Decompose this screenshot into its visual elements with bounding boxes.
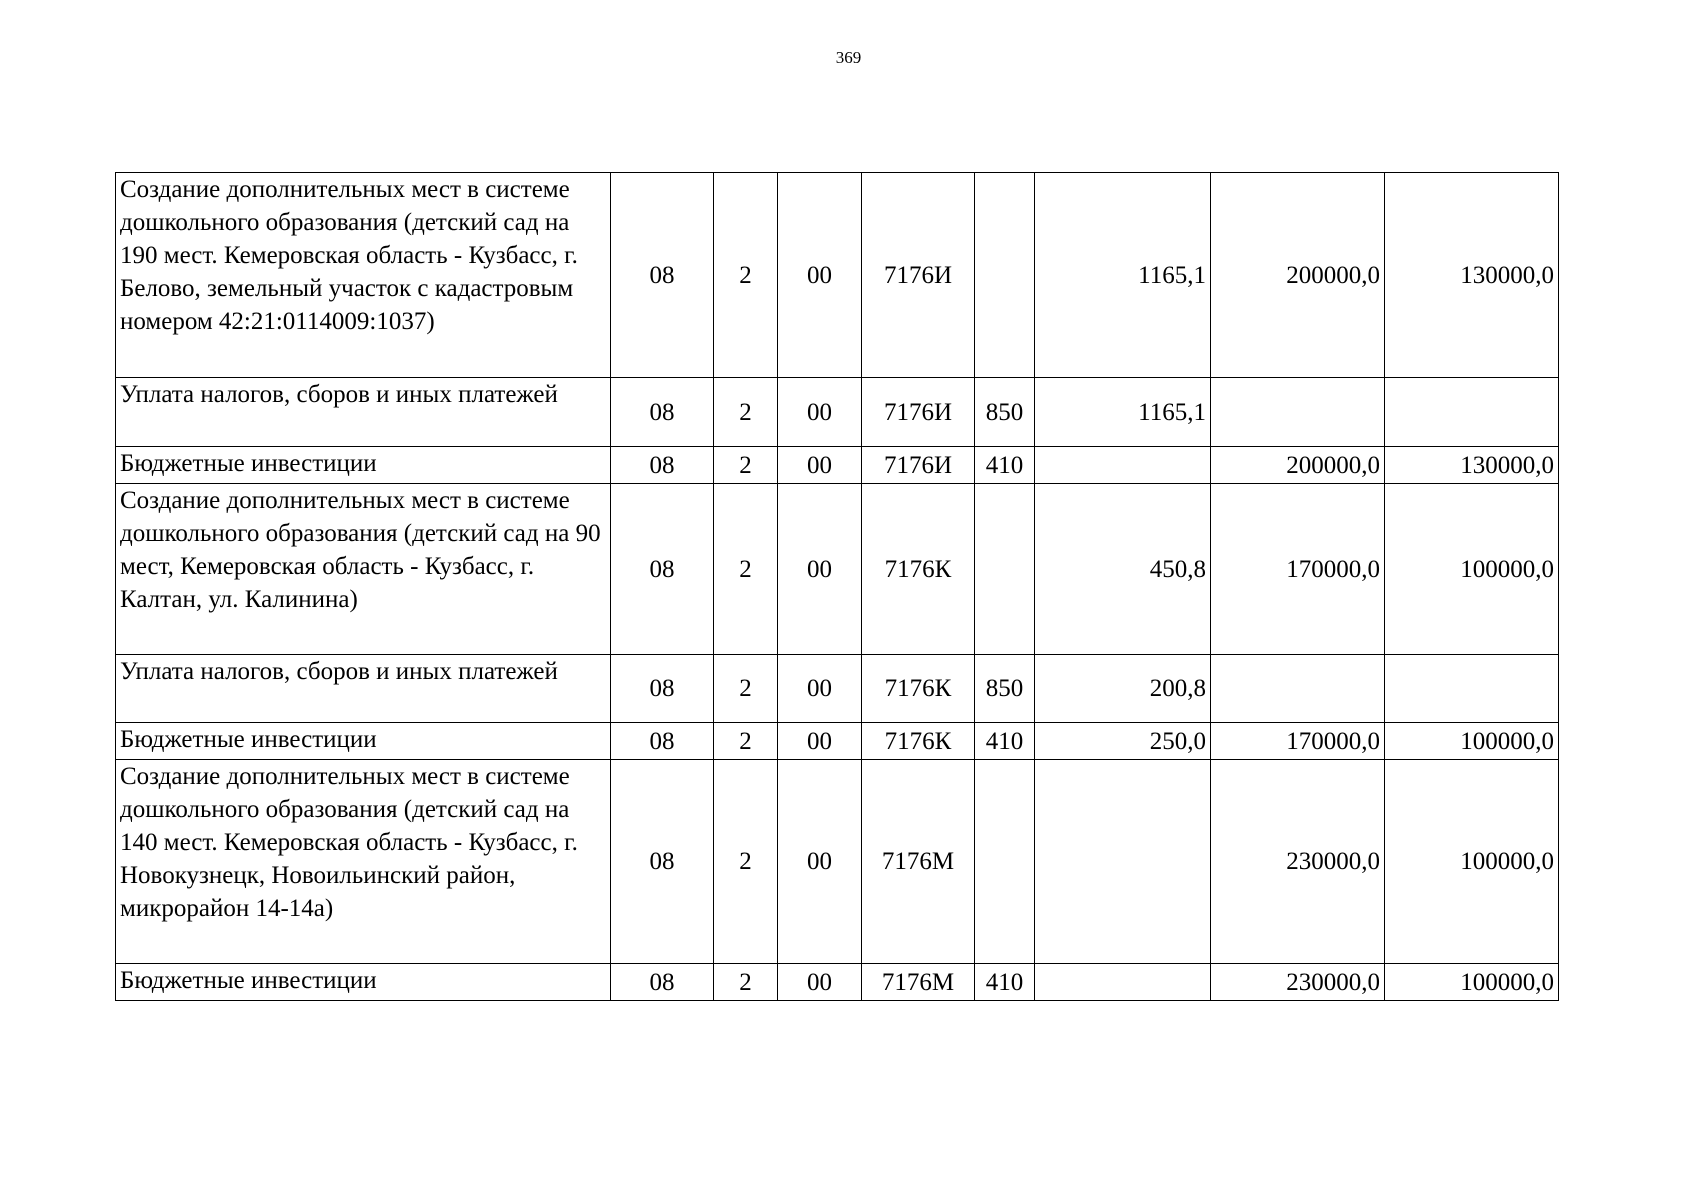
program-cell: 2 (714, 484, 778, 655)
expense-type-cell (975, 484, 1035, 655)
direction-cell: 7176М (862, 964, 975, 1001)
table-row (116, 484, 1559, 655)
sum-year3-cell (1385, 378, 1559, 447)
subprogram-cell: 00 (778, 378, 862, 447)
section-cell: 08 (611, 760, 714, 964)
sum-year3-cell (1385, 655, 1559, 723)
table-row (116, 723, 1559, 760)
subprogram-cell: 00 (778, 760, 862, 964)
row-name-cell: Создание дополнительных мест в системе дошкольного образования (детский сад на 140 мест. Кемеровская область - Кузбасс, г. Новокузнецк, Новоильинский район, микрорайон 14-14а) (116, 760, 611, 964)
subprogram-cell: 00 (778, 655, 862, 723)
sum-year2-cell: 230000,0 (1211, 760, 1385, 964)
section-cell: 08 (611, 173, 714, 378)
section-cell: 08 (611, 723, 714, 760)
row-name-cell: Бюджетные инвестиции (116, 723, 611, 760)
sum-year1-cell (1035, 760, 1211, 964)
program-cell: 2 (714, 655, 778, 723)
direction-cell: 7176И (862, 378, 975, 447)
row-name-cell: Бюджетные инвестиции (116, 447, 611, 484)
row-name-cell: Бюджетные инвестиции (116, 964, 611, 1001)
expense-type-cell: 850 (975, 378, 1035, 447)
program-cell: 2 (714, 378, 778, 447)
program-cell: 2 (714, 723, 778, 760)
table-row (116, 447, 1559, 484)
expense-type-cell: 410 (975, 447, 1035, 484)
section-cell: 08 (611, 655, 714, 723)
sum-year1-cell (1035, 447, 1211, 484)
expense-type-cell: 850 (975, 655, 1035, 723)
sum-year2-cell: 200000,0 (1211, 447, 1385, 484)
table-row (116, 964, 1559, 1001)
program-cell: 2 (714, 964, 778, 1001)
subprogram-cell: 00 (778, 723, 862, 760)
expense-type-cell (975, 760, 1035, 964)
sum-year3-cell: 100000,0 (1385, 964, 1559, 1001)
direction-cell: 7176К (862, 655, 975, 723)
row-name-cell: Создание дополнительных мест в системе дошкольного образования (детский сад на 90 мест, Кемеровская область - Кузбасс, г. Калтан, ул. Калинина) (116, 484, 611, 655)
sum-year2-cell (1211, 655, 1385, 723)
direction-cell: 7176И (862, 447, 975, 484)
table-row (116, 378, 1559, 447)
subprogram-cell: 00 (778, 173, 862, 378)
expense-type-cell: 410 (975, 964, 1035, 1001)
subprogram-cell: 00 (778, 484, 862, 655)
program-cell: 2 (714, 760, 778, 964)
section-cell: 08 (611, 964, 714, 1001)
subprogram-cell: 00 (778, 964, 862, 1001)
program-cell: 2 (714, 447, 778, 484)
sum-year1-cell: 1165,1 (1035, 173, 1211, 378)
budget-table (115, 172, 1559, 1001)
direction-cell: 7176К (862, 484, 975, 655)
sum-year1-cell: 200,8 (1035, 655, 1211, 723)
expense-type-cell: 410 (975, 723, 1035, 760)
sum-year2-cell: 170000,0 (1211, 484, 1385, 655)
section-cell: 08 (611, 447, 714, 484)
table-row (116, 655, 1559, 723)
direction-cell: 7176И (862, 173, 975, 378)
page-number: 369 (835, 48, 862, 67)
direction-cell: 7176К (862, 723, 975, 760)
sum-year2-cell: 170000,0 (1211, 723, 1385, 760)
sum-year3-cell: 100000,0 (1385, 723, 1559, 760)
row-name-cell: Уплата налогов, сборов и иных платежей (116, 655, 611, 723)
sum-year1-cell (1035, 964, 1211, 1001)
sum-year3-cell: 130000,0 (1385, 447, 1559, 484)
section-cell: 08 (611, 378, 714, 447)
sum-year2-cell (1211, 378, 1385, 447)
direction-cell: 7176М (862, 760, 975, 964)
section-cell: 08 (611, 484, 714, 655)
sum-year1-cell: 250,0 (1035, 723, 1211, 760)
expense-type-cell (975, 173, 1035, 378)
row-name-cell: Уплата налогов, сборов и иных платежей (116, 378, 611, 447)
program-cell: 2 (714, 173, 778, 378)
subprogram-cell: 00 (778, 447, 862, 484)
sum-year3-cell: 100000,0 (1385, 484, 1559, 655)
sum-year3-cell: 130000,0 (1385, 173, 1559, 378)
sum-year2-cell: 230000,0 (1211, 964, 1385, 1001)
row-name-cell: Создание дополнительных мест в системе дошкольного образования (детский сад на 190 мест. Кемеровская область - Кузбасс, г. Белово, земельный участок с кадастровым номером 42:21:0114009:1037) (116, 173, 611, 378)
table-row (116, 760, 1559, 964)
table-row (116, 173, 1559, 378)
sum-year1-cell: 450,8 (1035, 484, 1211, 655)
sum-year1-cell: 1165,1 (1035, 378, 1211, 447)
sum-year2-cell: 200000,0 (1211, 173, 1385, 378)
sum-year3-cell: 100000,0 (1385, 760, 1559, 964)
